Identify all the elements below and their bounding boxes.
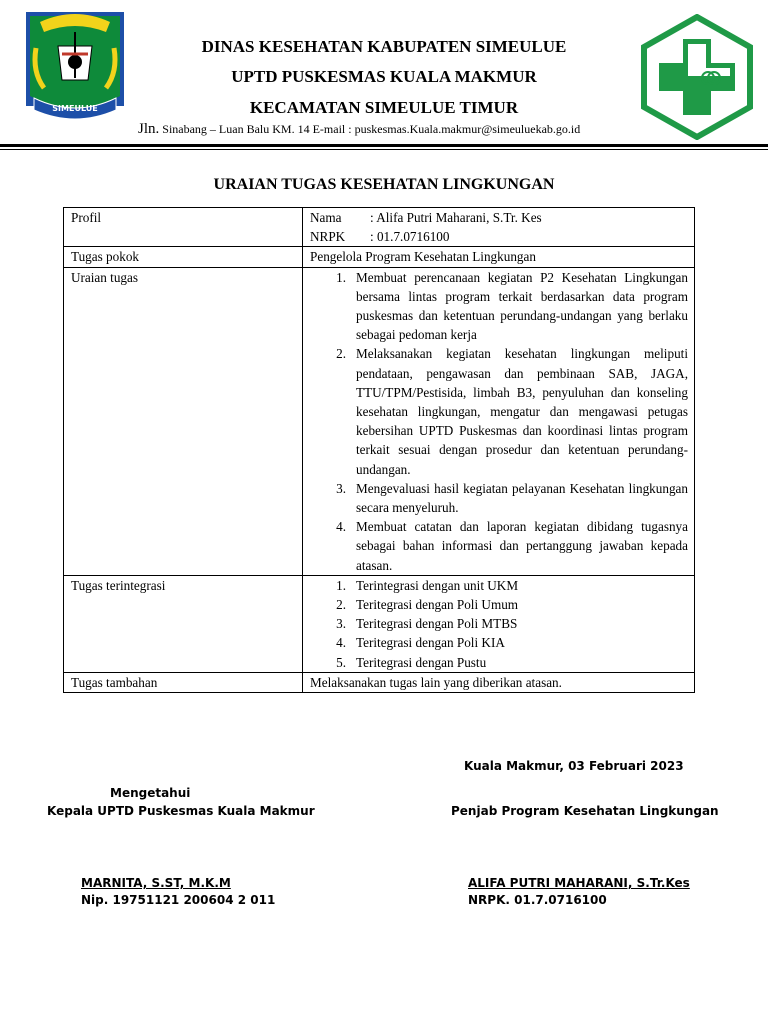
list-number: 3. bbox=[336, 616, 346, 632]
table-row-terintegrasi bbox=[64, 575, 695, 672]
letterhead-rule-thick bbox=[0, 144, 768, 147]
list-text: Teritegrasi dengan Pustu bbox=[356, 654, 487, 670]
list-number: 1. bbox=[336, 577, 346, 593]
nama-value: : Alifa Putri Maharani, S.Tr. Kes bbox=[370, 210, 542, 225]
emblem-text: SIMEULUE bbox=[52, 104, 98, 113]
right-signer-title: Penjab Program Kesehatan Lingkungan bbox=[451, 804, 719, 818]
list-text: Membuat perencanaan kegiatan P2 Kesehatan Lingkungan bersama lintas program terkait berdasarkan data program puskesmas dan ketentuan perundang-undangan yang berlaku sebagai pedoman kerja bbox=[356, 269, 688, 343]
profil-value bbox=[303, 208, 695, 247]
list-text: Melaksanakan kegiatan kesehatan lingkungan meliputi pendataan, pengawasan dan pembinaan SAB, JAGA, TTU/TPM/Pestisida, limbah B3, penyuluhan dan konseling kesehatan lingkungan, mengatur dan mengawasi petugas kebersihan UPTD Puskesmas dan koordinasi lintas program terkait sesuai dengan prosedur dan ketentuan perundang-undangan. bbox=[356, 346, 688, 477]
letterhead-rule-thin bbox=[0, 149, 768, 150]
left-signer-title: Kepala UPTD Puskesmas Kuala Makmur bbox=[47, 804, 315, 818]
nrpk-label: NRPK bbox=[310, 229, 346, 245]
list-text: Mengevaluasi hasil kegiatan pelayanan Kesehatan lingkungan secara menyeluruh. bbox=[356, 480, 688, 516]
document-title: URAIAN TUGAS KESEHATAN LINGKUNGAN bbox=[213, 176, 555, 193]
list-text: Teritegrasi dengan Poli KIA bbox=[356, 635, 505, 651]
tugas-pokok-value: Pengelola Program Kesehatan Lingkungan bbox=[303, 247, 695, 267]
right-signer-name: ALIFA PUTRI MAHARANI, S.Tr.Kes bbox=[468, 876, 690, 890]
list-text: Terintegrasi dengan unit UKM bbox=[356, 577, 519, 593]
table-row-uraian bbox=[64, 267, 695, 575]
list-number: 4. bbox=[336, 635, 346, 651]
letterhead-unit: UPTD PUSKESMAS KUALA MAKMUR bbox=[231, 67, 537, 86]
list-number: 1. bbox=[336, 269, 346, 285]
place-date: Kuala Makmur, 03 Februari 2023 bbox=[464, 759, 684, 773]
terintegrasi-value bbox=[303, 575, 695, 672]
list-item bbox=[310, 517, 688, 575]
letterhead-agency: DINAS KESEHATAN KABUPATEN SIMEULUE bbox=[201, 37, 567, 56]
tambahan-label: Tugas tambahan bbox=[64, 672, 303, 692]
list-number: 3. bbox=[336, 480, 346, 496]
list-item bbox=[310, 653, 688, 672]
nama-label: Nama bbox=[310, 210, 342, 225]
list-number: 2. bbox=[336, 597, 346, 613]
list-number: 2. bbox=[336, 346, 346, 362]
left-signer-id: Nip. 19751121 200604 2 011 bbox=[81, 893, 276, 907]
task-table bbox=[63, 207, 695, 693]
nrpk-value: : 01.7.0716100 bbox=[370, 229, 450, 245]
table-row-tugas-pokok bbox=[64, 247, 695, 267]
list-item bbox=[310, 479, 688, 517]
profil-label: Profil bbox=[64, 208, 303, 247]
list-text: Membuat catatan dan laporan kegiatan dibidang tugasnya sebagai bahan informasi dan pertanggung jawaban kepada atasan. bbox=[356, 519, 688, 573]
list-number: 5. bbox=[336, 654, 346, 670]
list-text: Teritegrasi dengan Poli Umum bbox=[356, 597, 519, 613]
mengetahui-label: Mengetahui bbox=[110, 786, 191, 800]
list-item bbox=[310, 576, 688, 595]
uraian-value bbox=[303, 267, 695, 575]
uraian-label: Uraian tugas bbox=[64, 267, 303, 575]
list-number: 4. bbox=[336, 519, 346, 535]
left-signer-name: MARNITA, S.ST, M.K.M bbox=[81, 876, 231, 890]
address-prefix: Jln. bbox=[138, 121, 160, 137]
right-signer-id: NRPK. 01.7.0716100 bbox=[468, 893, 607, 907]
terintegrasi-label: Tugas terintegrasi bbox=[64, 575, 303, 672]
list-text: Teritegrasi dengan Poli MTBS bbox=[356, 616, 518, 632]
table-row-profil bbox=[64, 208, 695, 247]
tambahan-value: Melaksanakan tugas lain yang diberikan atasan. bbox=[303, 672, 695, 692]
list-item bbox=[310, 268, 688, 345]
tugas-pokok-label: Tugas pokok bbox=[64, 247, 303, 267]
list-item bbox=[310, 595, 688, 614]
list-item bbox=[310, 614, 688, 633]
table-row-tambahan bbox=[64, 672, 695, 692]
list-item bbox=[310, 633, 688, 652]
address-text: Sinabang – Luan Balu KM. 14 E-mail : puskesmas.Kuala.makmur@simeuluekab.go.id bbox=[159, 122, 581, 136]
letterhead-district: KECAMATAN SIMEULUE TIMUR bbox=[249, 98, 519, 117]
list-item bbox=[310, 344, 688, 478]
letterhead-address bbox=[138, 121, 580, 138]
uraian-list bbox=[310, 268, 688, 575]
terintegrasi-list bbox=[310, 576, 688, 672]
